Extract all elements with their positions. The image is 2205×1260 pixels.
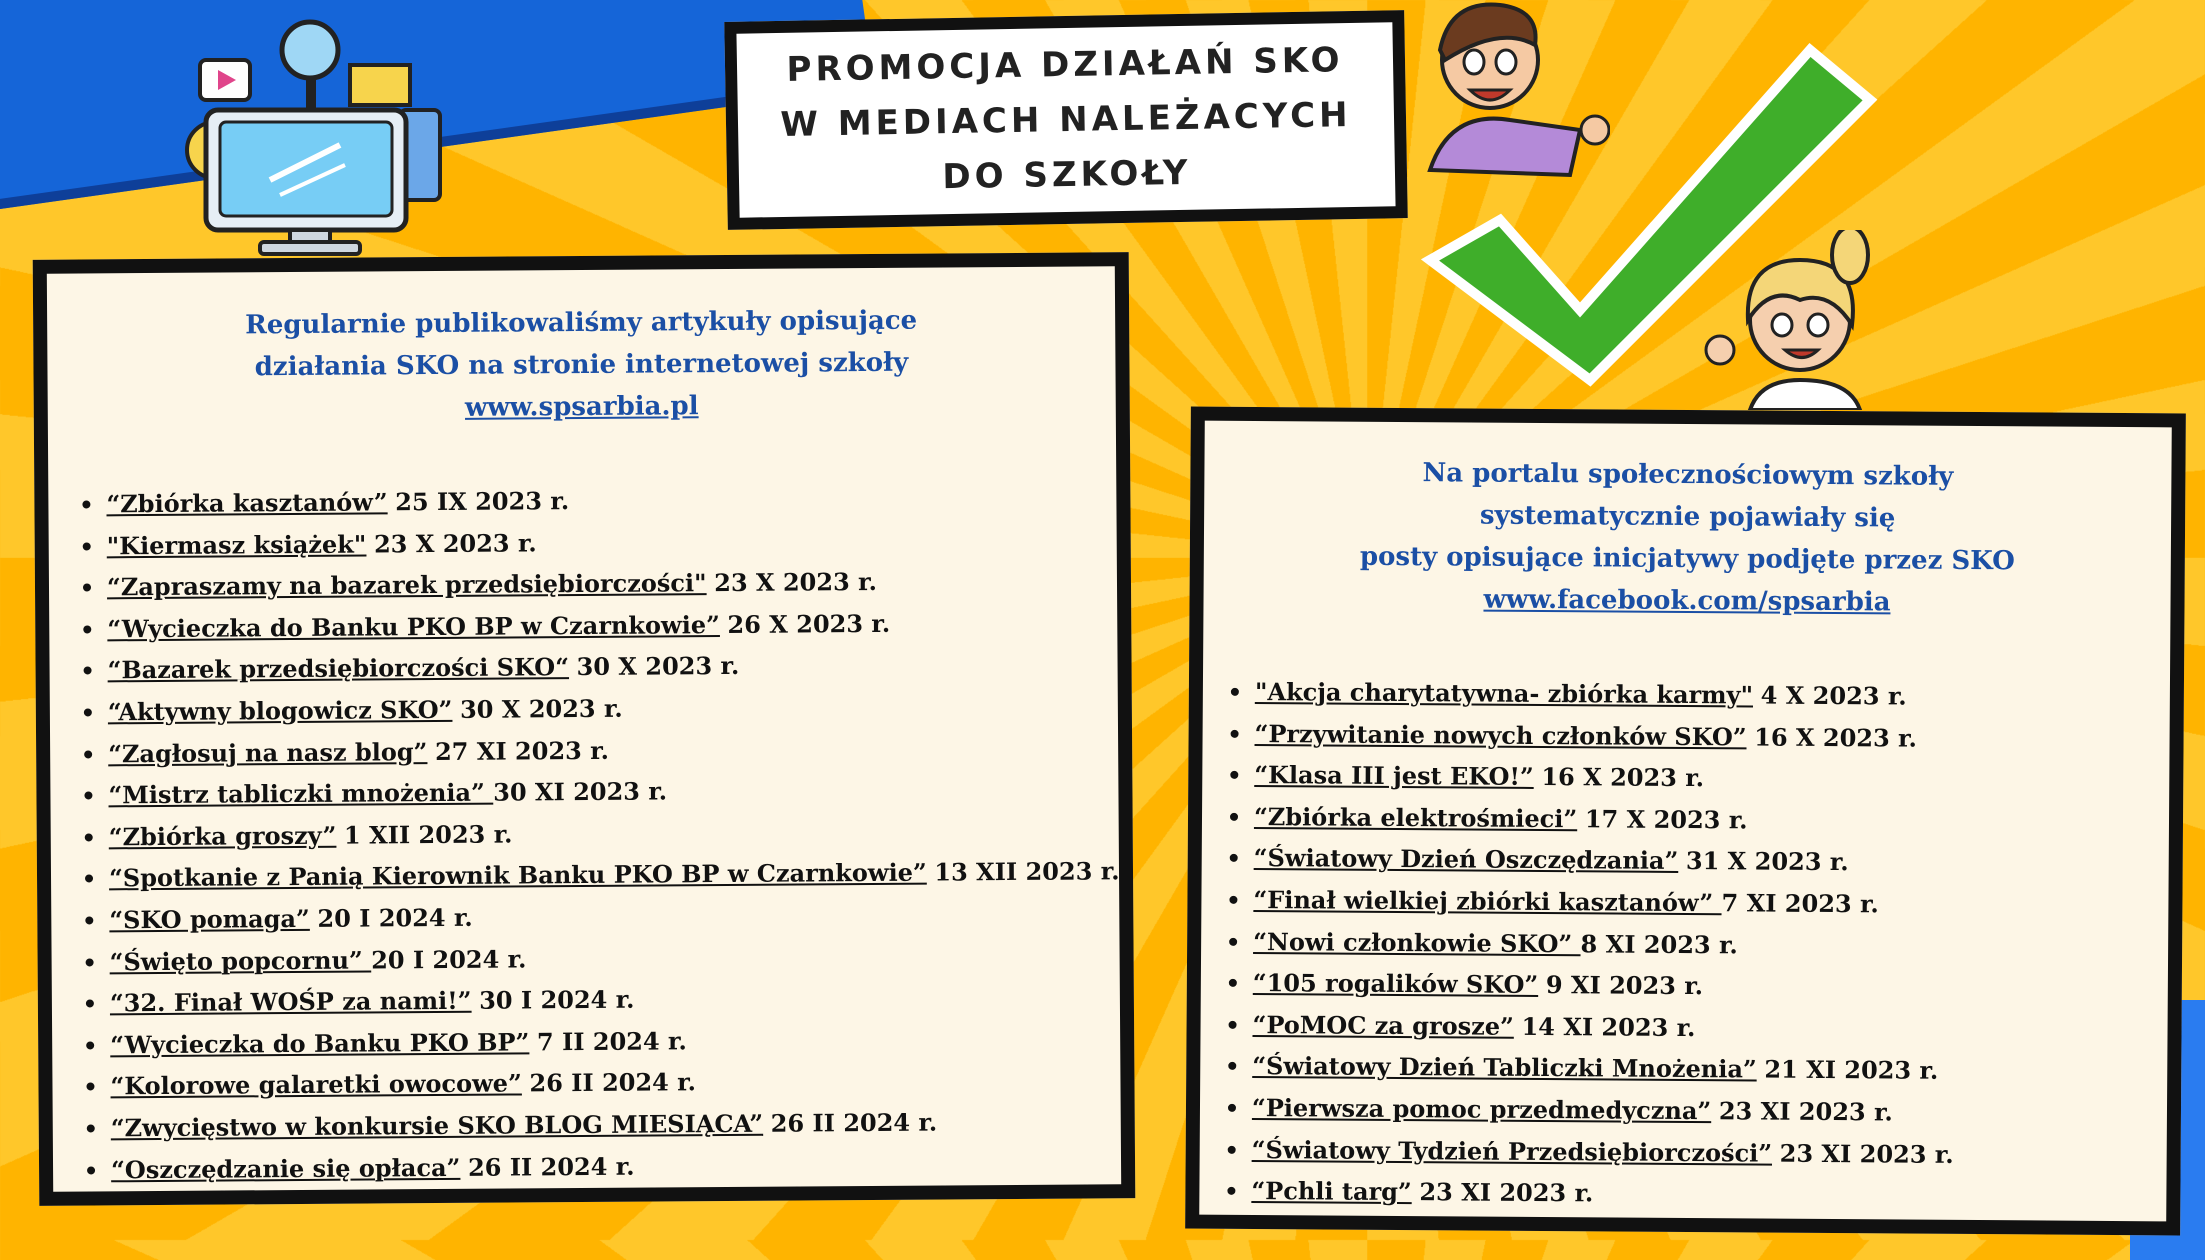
item-link[interactable]: “Bazarek przedsiębiorczości SKO“ [107,652,570,685]
list-item [108,684,1118,733]
page-title [724,10,1408,230]
list-item [108,726,1118,775]
facebook-posts-panel [1185,407,2186,1236]
item-link[interactable]: “Nowi członkowie SKO” [1253,926,1581,958]
item-link[interactable]: "Kiermasz książek" [106,529,367,560]
item-link[interactable]: “Finał wielkiej zbiórki kasztanów” [1253,884,1722,918]
list-item [1254,754,2169,802]
list-item [111,1100,1121,1149]
list-item [108,767,1118,816]
item-date: 30 X 2023 r. [576,651,740,682]
item-link[interactable]: “Spotkanie z Panią Kierownik Banku PKO BP w Czarnkowie” [108,857,927,893]
facebook-link[interactable]: www.facebook.com/spsarbia [1483,584,1891,618]
item-date: 17 X 2023 r. [1584,804,1748,835]
item-date: 13 XII 2023 r. [934,856,1120,887]
item-link[interactable]: “Święto popcornu” [109,945,372,976]
item-link[interactable]: “Oszczędzanie się opłaca” [110,1152,461,1184]
item-date: 27 XI 2023 r. [434,735,610,766]
item-link[interactable]: “Zbiórka groszy” [108,820,337,852]
list-item [1252,1045,2167,1093]
item-date: 25 IX 2023 r. [395,486,570,517]
list-item [106,476,1116,525]
list-item [1253,879,2168,927]
website-articles-panel [33,252,1136,1206]
list-item [110,975,1120,1024]
list-item [109,809,1119,858]
list-item [1253,962,2168,1010]
panel-intro [1203,451,2171,626]
computer-icon [170,10,450,260]
list-item [109,892,1119,941]
list-item [107,643,1117,692]
article-list [106,476,1121,1190]
item-link[interactable]: “Światowy Dzień Oszczędzania” [1253,843,1679,876]
item-link[interactable]: “Pierwsza pomoc przedmedyczna” [1251,1092,1712,1126]
item-link[interactable]: “PoMOC za grosze” [1252,1009,1514,1041]
item-date: 21 XI 2023 r. [1764,1054,1939,1086]
item-date: 30 X 2023 r. [459,693,623,724]
list-item [1254,837,2169,885]
item-date: 20 I 2024 r. [371,943,527,975]
list-item [1255,671,2170,719]
intro-text: Na portalu społecznościowym szkoły [1422,458,1954,492]
item-link[interactable]: “Światowy Tydzień Przedsiębiorczości” [1251,1134,1773,1168]
item-date: 26 X 2023 r. [727,608,891,639]
item-link[interactable]: “Mistrz tabliczki mnożenia” [108,777,494,810]
list-item [110,1059,1120,1108]
item-date: 26 II 2024 r. [467,1151,635,1182]
item-link[interactable]: “Zwycięstwo w konkursie SKO BLOG MIESIĄCA” [110,1108,764,1143]
item-date: 26 II 2024 r. [770,1107,938,1138]
list-item [1252,1129,2167,1177]
girl-avatar-icon [1690,230,1910,410]
item-date: 23 XI 2023 r. [1779,1138,1954,1169]
item-date: 16 X 2023 r. [1541,762,1705,793]
item-link[interactable]: “Zagłosuj na nasz blog” [108,736,428,768]
list-item [1253,921,2168,969]
list-item [107,559,1117,608]
item-date: 26 II 2024 r. [529,1067,697,1098]
item-date: 20 I 2024 r. [317,902,473,933]
website-link[interactable]: www.spsarbia.pl [464,391,699,423]
item-date: 30 I 2024 r. [479,984,635,1015]
item-date: 9 XI 2023 r. [1545,970,1704,1001]
item-link[interactable]: “Kolorowe galaretki owocowe” [110,1068,522,1101]
item-date: 23 XI 2023 r. [1718,1096,1893,1127]
item-date: 16 X 2023 r. [1754,722,1918,753]
item-date: 4 X 2023 r. [1760,680,1907,711]
item-date: 31 X 2023 r. [1685,846,1849,877]
item-link[interactable]: “Wycieczka do Banku PKO BP w Czarnkowie” [107,609,720,644]
item-link[interactable]: “SKO pomaga” [109,903,310,935]
intro-text: systematycznie pojawiały się [1479,500,1896,534]
item-link[interactable]: “Zapraszamy na bazarek przedsiębiorczości" [106,568,707,602]
item-link[interactable]: “Zbiórka elektrośmieci” [1253,801,1578,834]
item-date: 23 XI 2023 r. [1419,1177,1594,1208]
title-line: PROMOCJA DZIAŁAŃ SKO [786,39,1344,90]
item-date: 1 XII 2023 r. [343,819,513,850]
list-item [109,851,1119,900]
panel-intro [47,298,1116,431]
intro-text: działania SKO na stronie internetowej szkoły [254,347,909,383]
item-date: 23 X 2023 r. [373,527,537,559]
list-item [1252,1087,2167,1135]
item-link[interactable]: “Klasa III jest EKO!” [1254,760,1534,792]
list-item [1254,796,2169,844]
item-link[interactable]: “Aktywny blogowicz SKO” [107,694,453,727]
item-link[interactable]: “Przywitanie nowych członków SKO” [1254,718,1747,752]
item-date: 30 XI 2023 r. [493,776,668,807]
list-item [1252,1004,2167,1052]
list-item [1254,713,2169,761]
list-item [1251,1170,2166,1218]
list-item [109,934,1119,983]
item-link[interactable]: "Akcja charytatywna- zbiórka karmy" [1254,676,1754,710]
item-link[interactable]: “Wycieczka do Banku PKO BP” [110,1027,530,1060]
item-date: 14 XI 2023 r. [1521,1011,1696,1042]
item-link[interactable]: “Pchli targ” [1251,1176,1412,1207]
intro-text: Regularnie publikowaliśmy artykuły opisujące [245,305,918,341]
post-list [1251,671,2170,1218]
item-date: 7 XI 2023 r. [1721,888,1879,919]
item-date: 7 II 2024 r. [536,1026,687,1057]
list-item [111,1142,1121,1191]
item-link[interactable]: “Światowy Dzień Tabliczki Mnożenia” [1252,1051,1757,1084]
list-item [107,518,1117,567]
item-date: 8 XI 2023 r. [1580,928,1738,959]
list-item [110,1017,1120,1066]
title-line: W MEDIACH NALEŻACYCH [780,94,1352,145]
item-link[interactable]: “32. Finał WOŚP za nami!” [109,985,472,1018]
intro-text: posty opisujące inicjatywy podjęte przez SKO [1359,541,2015,577]
item-link[interactable]: “Zbiórka kasztanów” [106,487,388,519]
item-link[interactable]: “105 rogalików SKO” [1252,968,1539,1000]
list-item [107,601,1117,650]
title-line: DO SZKOŁY [942,152,1192,197]
item-date: 23 X 2023 r. [714,567,877,598]
